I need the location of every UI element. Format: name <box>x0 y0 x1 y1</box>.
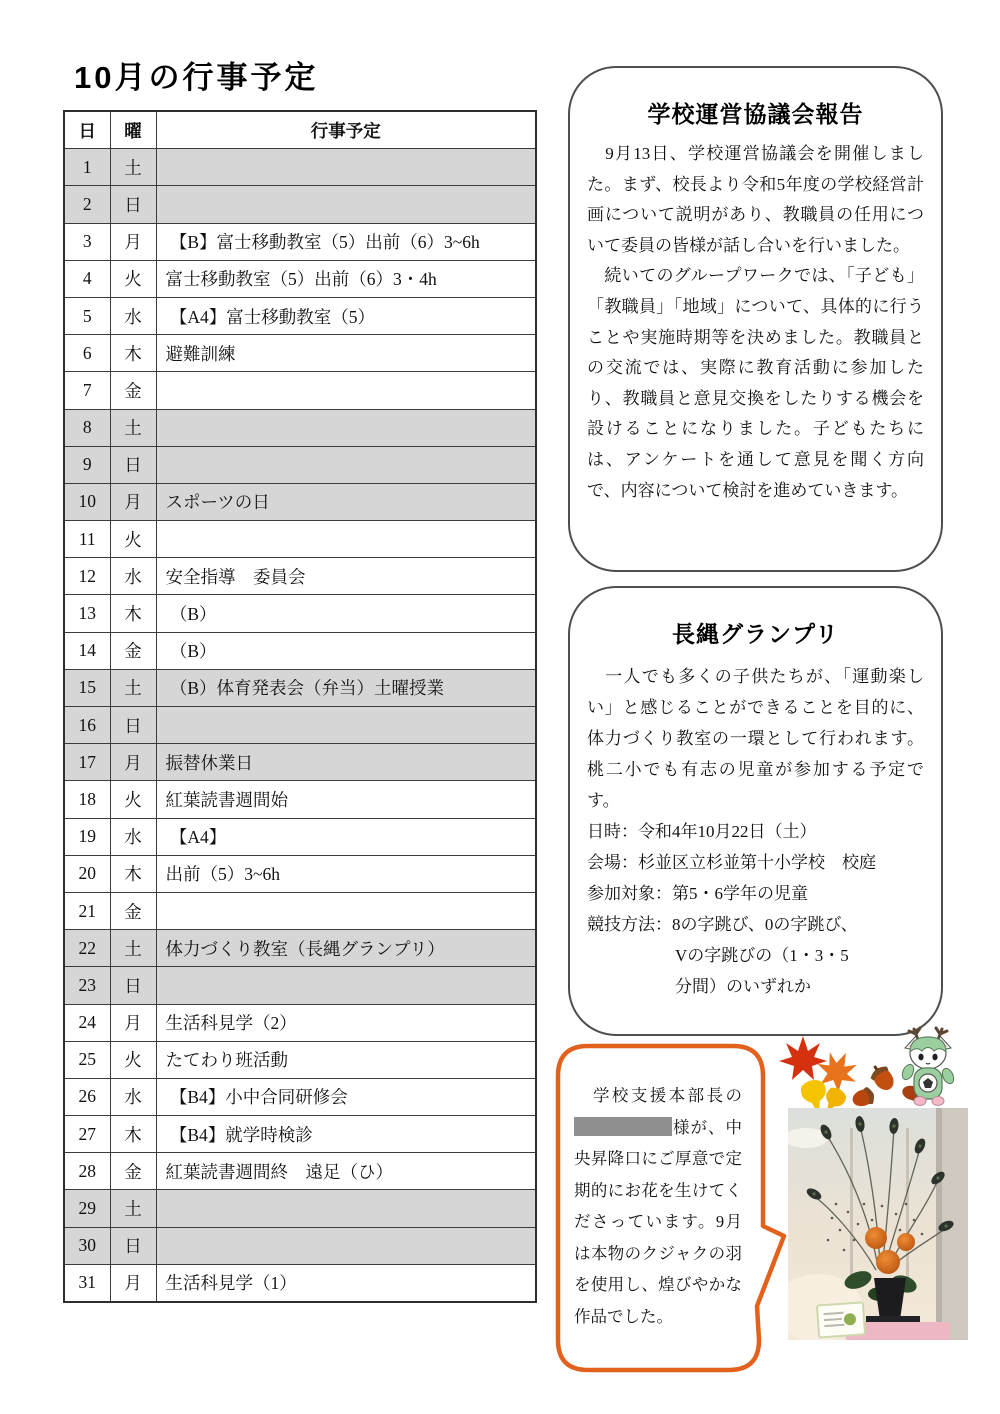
cell-event: 安全指導 委員会 <box>156 558 536 595</box>
cell-weekday: 火 <box>110 1041 156 1078</box>
table-row <box>64 967 536 1004</box>
cell-event: （B） <box>156 632 536 669</box>
table-row <box>64 744 536 781</box>
page-title: 10月の行事予定 <box>74 60 319 95</box>
cell-day: 30 <box>64 1227 110 1264</box>
table-row <box>64 260 536 297</box>
header-day: 日 <box>64 111 110 149</box>
table-row <box>64 1116 536 1153</box>
cell-day: 9 <box>64 446 110 483</box>
cell-event: （B）体育発表会（弁当）土曜授業 <box>156 669 536 706</box>
cell-day: 20 <box>64 855 110 892</box>
grandprix-intro: 一人でも多くの子供たちが、「運動楽しい」と感じることができることを目的に、体力づくり教室の一環として行われます。桃二小でも有志の児童が参加する予定です。 <box>587 667 924 810</box>
schedule-table <box>63 110 537 1303</box>
grandprix-detail-line: 会場：杉並区立杉並第十小学校 校庭 <box>587 853 876 872</box>
cell-day: 26 <box>64 1078 110 1115</box>
cell-day: 18 <box>64 781 110 818</box>
cell-event <box>156 1227 536 1264</box>
cell-event <box>156 967 536 1004</box>
cell-weekday: 土 <box>110 1190 156 1227</box>
cell-day: 25 <box>64 1041 110 1078</box>
table-row <box>64 223 536 260</box>
cell-event <box>156 446 536 483</box>
cell-weekday: 金 <box>110 892 156 929</box>
report-box-title: 学校運営協議会報告 <box>647 101 864 127</box>
cell-event <box>156 521 536 558</box>
cell-weekday: 金 <box>110 632 156 669</box>
cell-day: 15 <box>64 669 110 706</box>
grandprix-detail-line: 競技方法：8の字跳び、0の字跳び、 <box>587 915 858 934</box>
cell-day: 14 <box>64 632 110 669</box>
table-row <box>64 930 536 967</box>
cell-weekday: 月 <box>110 744 156 781</box>
cell-event: 【A4】富士移動教室（5） <box>156 297 536 334</box>
cell-event: 避難訓練 <box>156 335 536 372</box>
cell-day: 4 <box>64 260 110 297</box>
cell-day: 19 <box>64 818 110 855</box>
cell-day: 23 <box>64 967 110 1004</box>
cell-day: 5 <box>64 297 110 334</box>
cell-weekday: 金 <box>110 372 156 409</box>
cell-event: スポーツの日 <box>156 483 536 520</box>
acorn-icon <box>866 1060 898 1094</box>
cell-weekday: 日 <box>110 967 156 1004</box>
table-row <box>64 335 536 372</box>
cell-day: 31 <box>64 1264 110 1302</box>
cell-weekday: 水 <box>110 297 156 334</box>
cell-event: 富士移動教室（5）出前（6）3・4h <box>156 260 536 297</box>
table-row <box>64 855 536 892</box>
cell-event <box>156 149 536 186</box>
cell-day: 21 <box>64 892 110 929</box>
cell-event: たてわり班活動 <box>156 1041 536 1078</box>
table-row <box>64 1227 536 1264</box>
grandprix-detail-line: 日時：令和4年10月22日（土） <box>587 822 817 841</box>
cell-day: 7 <box>64 372 110 409</box>
cell-weekday: 日 <box>110 186 156 223</box>
table-row <box>64 818 536 855</box>
grandprix-details <box>587 816 924 1002</box>
cell-day: 22 <box>64 930 110 967</box>
header-weekday: 曜 <box>110 111 156 149</box>
table-row <box>64 1078 536 1115</box>
table-row <box>64 707 536 744</box>
cell-event: 紅葉読書週間終 遠足（ひ） <box>156 1153 536 1190</box>
flower-arrangement-photo <box>788 1108 968 1340</box>
calendar-body <box>64 149 536 1302</box>
maple-leaf-icon <box>779 1036 827 1080</box>
table-row <box>64 409 536 446</box>
cell-day: 17 <box>64 744 110 781</box>
cell-weekday: 月 <box>110 1264 156 1302</box>
cell-day: 1 <box>64 149 110 186</box>
cell-event <box>156 186 536 223</box>
cell-weekday: 日 <box>110 707 156 744</box>
grandprix-box-title: 長縄グランプリ <box>671 621 840 647</box>
cell-event: 【B】富士移動教室（5）出前（6）3~6h <box>156 223 536 260</box>
table-row <box>64 297 536 334</box>
cell-weekday: 火 <box>110 521 156 558</box>
cell-weekday: 土 <box>110 930 156 967</box>
cell-event: 【B4】小中合同研修会 <box>156 1078 536 1115</box>
report-paragraph: 続いてのグループワークでは、「子ども」「教職員」「地域」について、具体的に行うことや実施時期等を決めました。教職員との交流では、実際に教育活動に参加したり、教職員と意見交換をしたりする機会を設けることになりました。子どもたちには、アンケートを通して意見を聞く方向で、内容について検討を進めていきます。 <box>587 266 924 500</box>
cell-weekday: 火 <box>110 260 156 297</box>
cell-weekday: 木 <box>110 1116 156 1153</box>
grandprix-detail-line: 参加対象：第5・6学年の児童 <box>587 884 808 903</box>
grandprix-body <box>587 661 924 1002</box>
table-row <box>64 186 536 223</box>
cell-weekday: 水 <box>110 818 156 855</box>
report-paragraphs <box>587 139 924 506</box>
cell-event <box>156 892 536 929</box>
cell-event: 生活科見学（2） <box>156 1004 536 1041</box>
cell-day: 28 <box>64 1153 110 1190</box>
cell-event: 紅葉読書週間始 <box>156 781 536 818</box>
cell-day: 2 <box>64 186 110 223</box>
cell-event: （B） <box>156 595 536 632</box>
cell-weekday: 土 <box>110 409 156 446</box>
cell-day: 11 <box>64 521 110 558</box>
cell-weekday: 日 <box>110 446 156 483</box>
cell-event: 振替休業日 <box>156 744 536 781</box>
cell-event <box>156 372 536 409</box>
redaction-block <box>596 1117 672 1136</box>
table-row <box>64 446 536 483</box>
cell-weekday: 日 <box>110 1227 156 1264</box>
table-row <box>64 1264 536 1302</box>
cell-weekday: 水 <box>110 558 156 595</box>
table-row <box>64 521 536 558</box>
bubble-text-before: 学校支援本部長の <box>574 1086 742 1105</box>
cell-weekday: 木 <box>110 855 156 892</box>
flower-bubble-text <box>574 1080 742 1332</box>
cell-day: 10 <box>64 483 110 520</box>
redaction-block <box>574 1117 596 1136</box>
cell-day: 12 <box>64 558 110 595</box>
cell-day: 29 <box>64 1190 110 1227</box>
table-row <box>64 1153 536 1190</box>
cell-weekday: 月 <box>110 1004 156 1041</box>
cell-weekday: 月 <box>110 223 156 260</box>
cell-weekday: 金 <box>110 1153 156 1190</box>
table-row <box>64 781 536 818</box>
cell-event: 出前（5）3~6h <box>156 855 536 892</box>
table-row <box>64 558 536 595</box>
school-council-report-box <box>568 66 943 572</box>
cell-weekday: 火 <box>110 781 156 818</box>
table-row <box>64 669 536 706</box>
cell-event <box>156 409 536 446</box>
cell-day: 8 <box>64 409 110 446</box>
report-paragraph: 9月13日、学校運営協議会を開催しました。まず、校長より令和5年度の学校経営計画について説明があり、教職員の任用について委員の皆様が話し合いを行いました。 <box>587 144 924 255</box>
grandprix-detail-line: 分間）のいずれか <box>675 977 811 996</box>
cell-event: 生活科見学（1） <box>156 1264 536 1302</box>
table-row <box>64 1190 536 1227</box>
cell-day: 16 <box>64 707 110 744</box>
table-row <box>64 149 536 186</box>
cell-day: 24 <box>64 1004 110 1041</box>
cell-event: 【A4】 <box>156 818 536 855</box>
cell-day: 6 <box>64 335 110 372</box>
cell-day: 27 <box>64 1116 110 1153</box>
acorn-icon <box>850 1085 877 1108</box>
table-row <box>64 632 536 669</box>
table-row <box>64 1041 536 1078</box>
grandprix-detail-line: Vの字跳びの（1・3・5 <box>675 946 849 965</box>
header-event: 行事予定 <box>156 111 536 149</box>
cell-weekday: 木 <box>110 595 156 632</box>
table-row <box>64 892 536 929</box>
table-row <box>64 483 536 520</box>
bubble-text-after: 様が、中央昇降口にご厚意で定期的にお花を生けてくださっています。9月は本物のクジャクの羽を使用し、煌びやかな作品でした。 <box>574 1117 742 1326</box>
mascot-character-icon <box>896 1024 960 1108</box>
cell-event: 【B4】就学時検診 <box>156 1116 536 1153</box>
cell-weekday: 土 <box>110 669 156 706</box>
cell-weekday: 水 <box>110 1078 156 1115</box>
table-row <box>64 595 536 632</box>
cell-day: 3 <box>64 223 110 260</box>
cell-weekday: 木 <box>110 335 156 372</box>
cell-weekday: 月 <box>110 483 156 520</box>
long-rope-grandprix-box <box>568 586 943 1036</box>
cell-event <box>156 1190 536 1227</box>
table-row <box>64 372 536 409</box>
table-header-row <box>64 111 536 149</box>
table-row <box>64 1004 536 1041</box>
cell-day: 13 <box>64 595 110 632</box>
cell-weekday: 土 <box>110 149 156 186</box>
cell-event: 体力づくり教室（長縄グランプリ） <box>156 930 536 967</box>
cell-event <box>156 707 536 744</box>
